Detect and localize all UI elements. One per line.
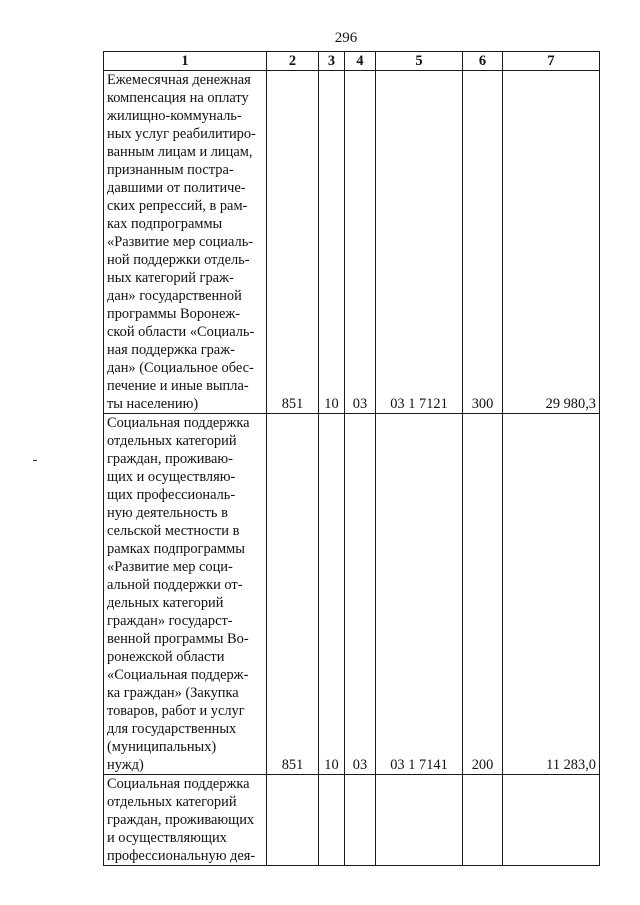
description-line: ронежской области — [107, 649, 225, 665]
description-line: альной поддержки от- — [107, 577, 243, 593]
amount-cell — [503, 775, 600, 866]
description-line: давшими от политиче- — [107, 180, 246, 196]
header-col-1: 1 — [104, 52, 267, 71]
description-line: граждан, проживаю- — [107, 451, 233, 467]
header-col-5: 5 — [376, 52, 463, 71]
ministry-code-cell: 851 — [267, 414, 319, 775]
expense-type-cell: 200 — [463, 414, 503, 775]
description-line: ты населению) — [107, 396, 199, 412]
description-line: отдельных категорий — [107, 794, 237, 810]
description-line: сельской местности в — [107, 523, 240, 539]
subsection-cell — [345, 775, 376, 866]
section-cell: 10 — [319, 414, 345, 775]
subsection-cell: 03 — [345, 71, 376, 414]
description-line: профессиональную дея- — [107, 848, 256, 864]
description-line: Социальная поддержка — [107, 776, 250, 792]
table-row — [104, 775, 600, 866]
description-line: ных категорий граж- — [107, 270, 234, 286]
description-line: ной поддержки отдель- — [107, 252, 250, 268]
description-line: «Развитие мер социаль- — [107, 234, 254, 250]
description-line: ная поддержка граж- — [107, 342, 235, 358]
description-line: рамках подпрограммы — [107, 541, 245, 557]
description-line: дан» (Социальное обес- — [107, 360, 254, 376]
margin-mark — [33, 460, 37, 461]
row-description — [104, 775, 267, 866]
description-line: граждан, проживающих — [107, 812, 255, 828]
page-number: 296 — [334, 30, 358, 46]
description-line: печение и иные выпла- — [107, 378, 249, 394]
target-article-cell: 03 1 7141 — [376, 414, 463, 775]
header-col-2: 2 — [267, 52, 319, 71]
table-row — [104, 71, 600, 414]
description-line: дельных категорий — [107, 595, 224, 611]
description-line: товаров, работ и услуг — [107, 703, 245, 719]
row-description — [104, 414, 267, 775]
target-article-cell: 03 1 7121 — [376, 71, 463, 414]
description-line: признанным постра- — [107, 162, 234, 178]
description-line: отдельных категорий — [107, 433, 237, 449]
amount-cell: 11 283,0 — [503, 414, 600, 775]
description-line: жилищно-коммуналь- — [107, 108, 242, 124]
header-row — [104, 52, 600, 71]
description-line: щих и осуществляю- — [107, 469, 236, 485]
description-line: программы Воронеж- — [107, 306, 241, 322]
description-line: (муниципальных) — [107, 739, 217, 755]
description-line: Социальная поддержка — [107, 415, 250, 431]
description-line: Ежемесячная денежная — [107, 72, 251, 88]
description-line: венной программы Во- — [107, 631, 249, 647]
description-line: нужд) — [107, 757, 144, 773]
subsection-cell: 03 — [345, 414, 376, 775]
ministry-code-cell: 851 — [267, 71, 319, 414]
expense-type-cell — [463, 775, 503, 866]
header-col-3: 3 — [319, 52, 345, 71]
section-cell: 10 — [319, 71, 345, 414]
description-line: «Социальная поддерж- — [107, 667, 249, 683]
description-line: ках подпрограммы — [107, 216, 223, 232]
header-col-7: 7 — [503, 52, 600, 71]
description-line: компенсация на оплату — [107, 90, 249, 106]
description-line: и осуществляющих — [107, 830, 227, 846]
description-line: ской области «Социаль- — [107, 324, 255, 340]
expense-type-cell: 300 — [463, 71, 503, 414]
section-cell — [319, 775, 345, 866]
description-line: ванным лицам и лицам, — [107, 144, 253, 160]
target-article-cell — [376, 775, 463, 866]
description-line: щих профессиональ- — [107, 487, 236, 503]
description-line: ка граждан» (Закупка — [107, 685, 239, 701]
ministry-code-cell — [267, 775, 319, 866]
description-line: ных услуг реабилитиро- — [107, 126, 256, 142]
budget-table — [103, 51, 600, 866]
table-row — [104, 414, 600, 775]
row-description — [104, 71, 267, 414]
description-line: ских репрессий, в рам- — [107, 198, 248, 214]
header-col-4: 4 — [345, 52, 376, 71]
description-line: для государственных — [107, 721, 237, 737]
description-line: граждан» государст- — [107, 613, 233, 629]
description-line: «Развитие мер соци- — [107, 559, 233, 575]
header-col-6: 6 — [463, 52, 503, 71]
amount-cell: 29 980,3 — [503, 71, 600, 414]
description-line: дан» государственной — [107, 288, 242, 304]
description-line: ную деятельность в — [107, 505, 228, 521]
